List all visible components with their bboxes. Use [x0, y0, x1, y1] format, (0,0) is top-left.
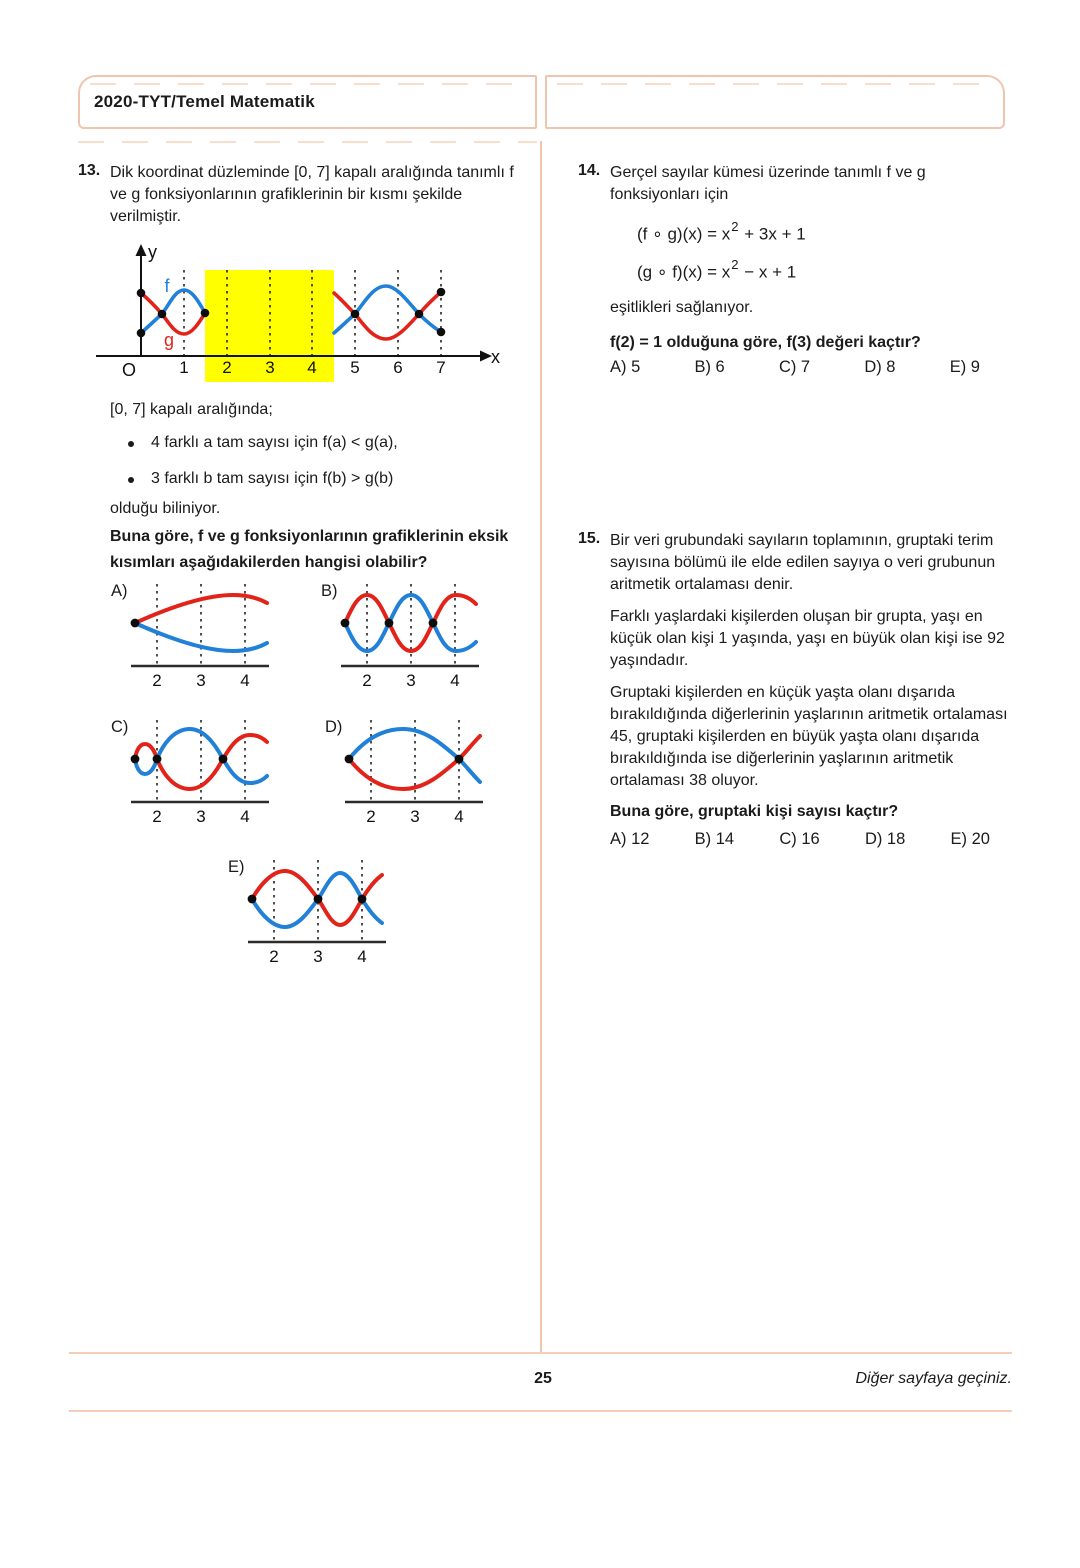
q14-choice-A: A) 5 [610, 358, 641, 376]
q13-bullet-2-text: 3 farklı b tam sayısı için f(b) > g(b) [151, 470, 394, 487]
tick-5: 5 [350, 358, 360, 377]
formula-text: − x + 1 [739, 262, 797, 282]
formula-text: (f ∘ g)(x) = x [637, 224, 731, 244]
q13-question: Buna göre, f ve g fonksiyonlarının grafiklerinin eksik kısımları aşağıdakilerden hangisi olabilir? [110, 528, 509, 571]
q14-intro: Gerçel sayılar kümesi üzerinde tanımlı f ve g fonksiyonları için [610, 164, 926, 203]
q14-choice-D: D) 8 [864, 358, 896, 376]
point [345, 755, 354, 764]
option-A-graph [111, 578, 281, 696]
y-axis-arrow-icon [136, 244, 147, 256]
bullet-icon [128, 441, 134, 447]
q14-choice-E: E) 9 [949, 358, 980, 376]
q14-choice-C: C) 7 [778, 358, 811, 376]
q14-number: 14. [578, 162, 601, 179]
point-cross-x65 [415, 310, 424, 319]
q14-formula-2 [637, 259, 796, 283]
point [314, 895, 323, 904]
g-curve-label: g [163, 330, 175, 350]
q15-choice-E: E) 20 [950, 830, 990, 848]
q13-number: 13. [78, 162, 101, 179]
tick-6: 6 [393, 358, 403, 377]
point [429, 619, 438, 628]
point-g0 [137, 289, 146, 298]
point-g7 [437, 288, 446, 297]
g-curve [135, 595, 267, 623]
option-E-letter: E) [228, 858, 245, 876]
tick-2: 2 [152, 807, 162, 826]
footer-rule-bottom [69, 1410, 1012, 1412]
footer-note: Diğer sayfaya geçiniz. [855, 1370, 1012, 1387]
point-f7 [437, 328, 446, 337]
q13-bullet-1 [128, 434, 508, 452]
point [455, 755, 464, 764]
option-D-letter: D) [325, 718, 343, 736]
tick-2: 2 [222, 358, 232, 377]
q15-question: Buna göre, gruptaki kişi sayısı kaçtır? [610, 803, 899, 820]
tick-4: 4 [240, 807, 250, 826]
point-cross-left [158, 310, 167, 319]
formula-text: + 3x + 1 [739, 224, 806, 244]
tick-4: 4 [307, 358, 317, 377]
tick-3: 3 [265, 358, 275, 377]
q13-bullet-2 [128, 470, 508, 488]
column-divider [540, 141, 542, 1352]
q14-choice-B: B) 6 [694, 358, 725, 376]
point [131, 755, 140, 764]
q15-choices [610, 830, 990, 849]
tick-2: 2 [152, 671, 162, 690]
point [219, 755, 228, 764]
point-cross-x5 [351, 310, 360, 319]
tick-2: 2 [366, 807, 376, 826]
q13-figure [88, 240, 513, 398]
header-dash-pattern [557, 83, 993, 85]
q15-paragraph-1: Bir veri grubundaki sayıların toplamının, gruptaki terim sayısına bölümü ile elde edilen sayıya o veri grubunun aritmetik ortalaması denir. [610, 532, 996, 593]
g-curve [345, 595, 476, 651]
tick-3: 3 [313, 947, 323, 966]
bullet-icon [128, 477, 134, 483]
tick-3: 3 [406, 671, 416, 690]
q13-bullet-1-text: 4 farklı a tam sayısı için f(a) < g(a), [151, 434, 398, 451]
header-dash-pattern [90, 83, 525, 85]
q13-option-A [111, 578, 281, 696]
tick-4: 4 [454, 807, 464, 826]
q13-outro: olduğu biliniyor. [110, 500, 221, 517]
q13-option-B [321, 578, 491, 696]
tick-2: 2 [362, 671, 372, 690]
q15-choice-D: D) 18 [864, 830, 906, 848]
option-D-graph [325, 714, 495, 832]
q15-choice-C: C) 16 [779, 830, 820, 848]
point [131, 619, 140, 628]
option-C-graph [111, 714, 281, 832]
tick-3: 3 [410, 807, 420, 826]
option-B-letter: B) [321, 582, 338, 600]
q14-question: f(2) = 1 olduğuna göre, f(3) değeri kaçtır? [610, 334, 921, 351]
tick-2: 2 [269, 947, 279, 966]
page-number: 25 [534, 1370, 552, 1387]
origin-label: O [122, 360, 137, 380]
q14-choices [610, 358, 980, 377]
exam-title: 2020-TYT/Temel Matematik [94, 92, 315, 111]
q13-intro: Dik koordinat düzleminde [0, 7] kapalı aralığında tanımlı f ve g fonksiyonlarının grafiklerinin bir kısmı şekilde verilmiştir. [110, 164, 514, 225]
tick-4: 4 [450, 671, 460, 690]
q15-paragraph-3: Gruptaki kişilerden en küçük yaşta olanı dışarıda bırakıldığında diğerlerinin yaşlarının aritmetik ortalaması 45, gruptaki kişilerden en büyük yaşta olanı dışarıda bırakıldığında ise diğerlerinin yaşlarının aritmetik ortalaması 38 oluyor. [610, 684, 1008, 789]
point [248, 895, 257, 904]
point [385, 619, 394, 628]
q15-paragraph-2: Farklı yaşlardaki kişilerden oluşan bir grupta, yaşı en küçük olan kişi 1 yaşında, yaşı en büyük olan kişi ise 92 yaşındadır. [610, 608, 1005, 669]
point [341, 619, 350, 628]
footer-rule-top [69, 1352, 1012, 1354]
y-axis-label: y [148, 242, 157, 262]
q15-number: 15. [578, 530, 601, 547]
tick-4: 4 [357, 947, 367, 966]
formula-exponent: 2 [731, 219, 739, 234]
tick-4: 4 [240, 671, 250, 690]
q15-choice-B: B) 14 [694, 830, 735, 848]
header-left-box [78, 75, 537, 129]
tick-7: 7 [436, 358, 446, 377]
formula-text: (g ∘ f)(x) = x [637, 262, 731, 282]
option-C-letter: C) [111, 718, 129, 736]
q15-choice-A: A) 12 [610, 830, 650, 848]
tick-3: 3 [196, 807, 206, 826]
point-meet-edge [201, 309, 210, 318]
point [153, 755, 162, 764]
formula-exponent: 2 [731, 257, 739, 272]
q13-option-C [111, 714, 281, 832]
option-A-letter: A) [111, 582, 128, 600]
point [358, 895, 367, 904]
x-axis-label: x [491, 347, 500, 367]
header-underline-dashes [78, 141, 537, 143]
point-f0 [137, 329, 146, 338]
q13-option-E [228, 854, 398, 972]
option-E-graph [228, 854, 398, 972]
q14-formula-1 [637, 221, 806, 245]
tick-1: 1 [179, 358, 189, 377]
q14-outro: eşitlikleri sağlanıyor. [610, 299, 754, 316]
g-curve-right [334, 292, 441, 339]
f-curve-label: f [164, 276, 170, 296]
tick-3: 3 [196, 671, 206, 690]
q13-option-D [325, 714, 495, 832]
header-right-box [545, 75, 1005, 129]
option-B-graph [321, 578, 491, 696]
f-curve [345, 595, 476, 651]
q13-interval-line: [0, 7] kapalı aralığında; [110, 401, 273, 418]
